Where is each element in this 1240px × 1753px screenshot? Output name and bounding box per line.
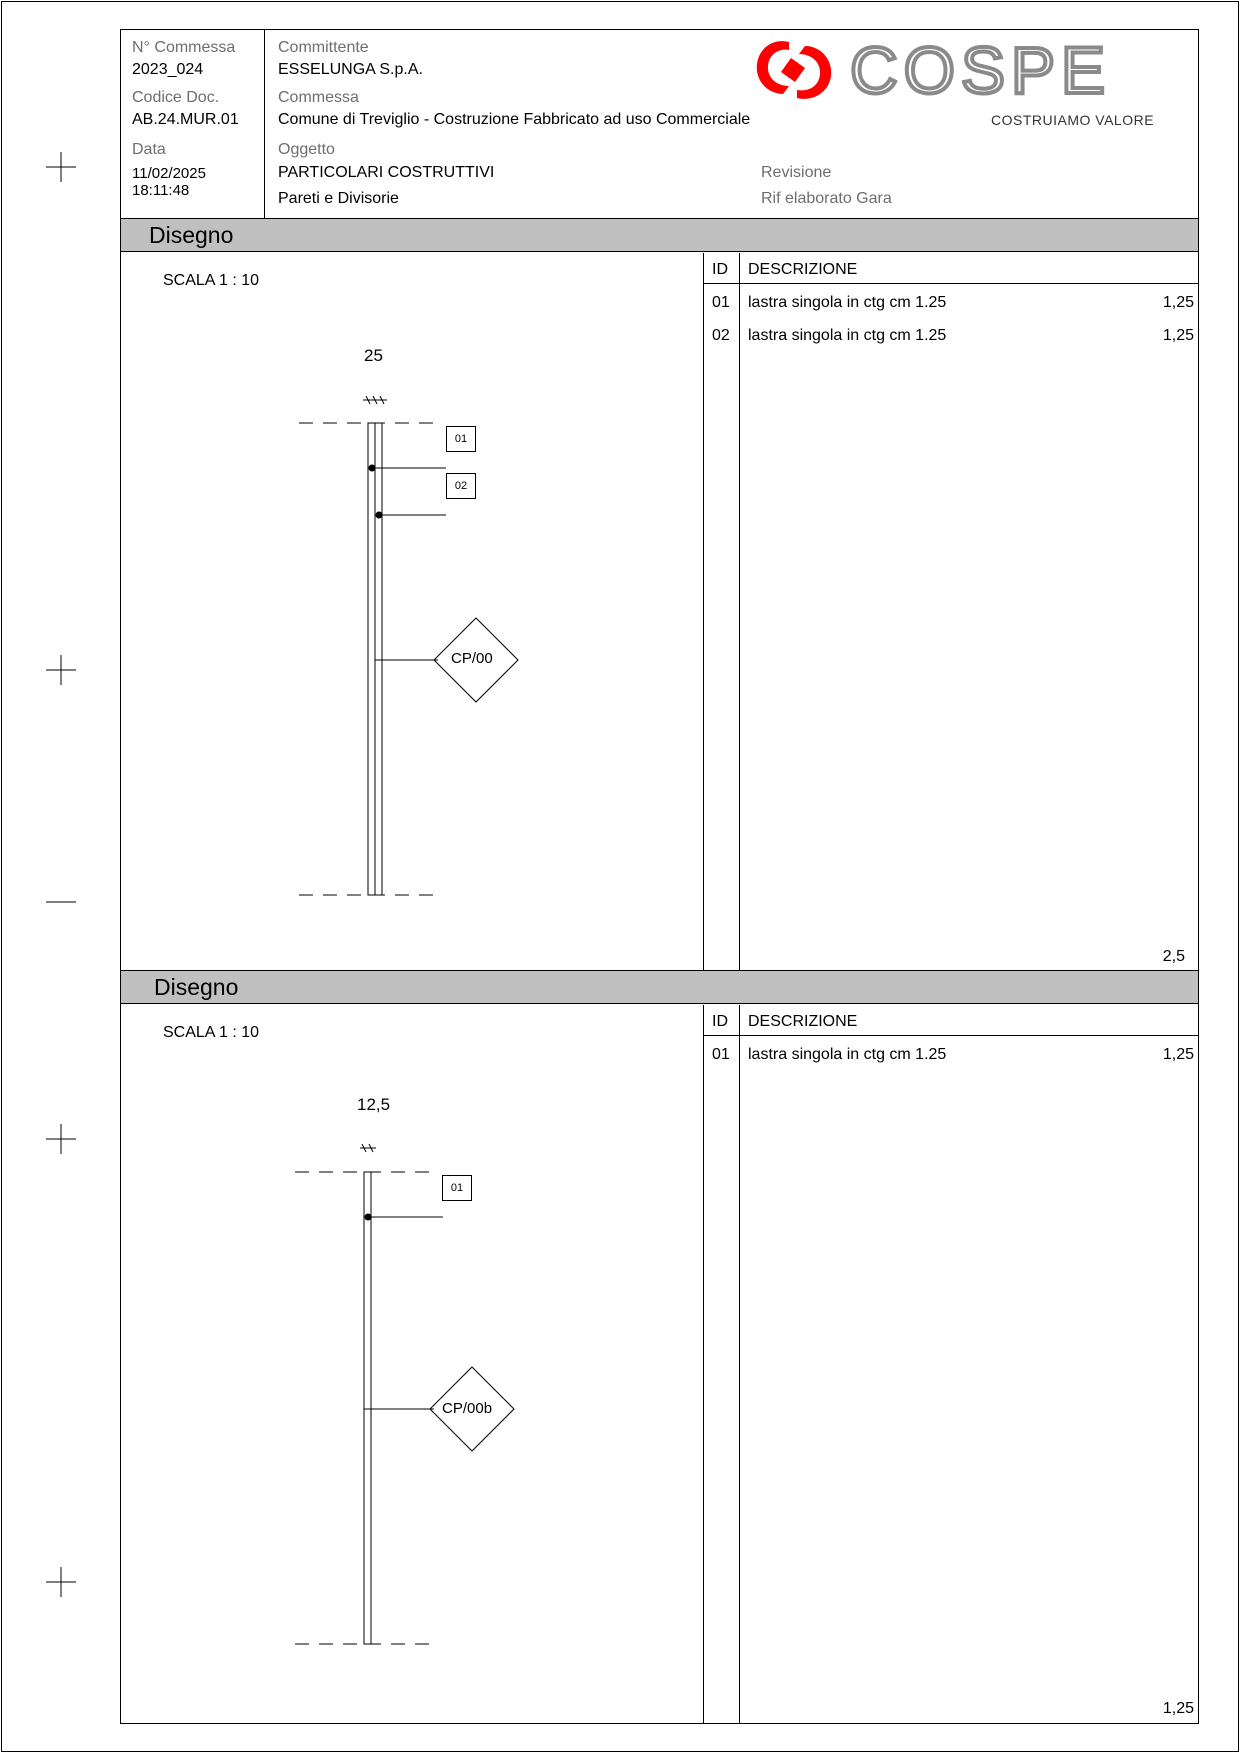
section-1-band xyxy=(121,218,1198,252)
drawing-frame xyxy=(120,29,1199,1724)
commessa-project-value: Comune di Treviglio - Costruzione Fabbricato ad uso Commerciale xyxy=(278,111,751,128)
section-2-table-id-border xyxy=(739,1005,740,1723)
section-2-tag-01: 01 xyxy=(442,1175,472,1201)
section-2-wall-drawing xyxy=(291,1080,711,1680)
row-value: 1,25 xyxy=(1162,294,1194,311)
section-2-code: CP/00b xyxy=(442,1400,493,1417)
oggetto-value-1: PARTICOLARI COSTRUTTIVI xyxy=(278,164,495,181)
section-1-dimension: 25 xyxy=(364,346,383,365)
data-date: 11/02/2025 xyxy=(132,165,206,182)
section-2-scale: SCALA 1 : 10 xyxy=(163,1024,260,1041)
cospe-logo-word: COSPE xyxy=(850,33,1112,107)
section-1-total: 2,5 xyxy=(1162,948,1185,965)
section-1-tag-02: 02 xyxy=(446,473,476,499)
section-1-id-header: ID xyxy=(712,261,728,278)
section-1-code: CP/00 xyxy=(451,650,493,667)
section-2-dimension: 12,5 xyxy=(357,1095,391,1114)
cospe-logo-mark-icon xyxy=(751,36,837,106)
section-2-total: 1,25 xyxy=(1162,1700,1194,1717)
section-1-table-header-line xyxy=(703,283,1198,284)
crop-marks xyxy=(40,140,80,1610)
row-description: lastra singola in ctg cm 1.25 xyxy=(748,294,947,311)
section-1-table-id-border xyxy=(739,253,740,1001)
title-block-divider xyxy=(264,30,265,218)
row-value: 1,25 xyxy=(1162,327,1194,344)
oggetto-label: Oggetto xyxy=(278,141,335,158)
row-id: 01 xyxy=(712,294,730,311)
data-time: 18:11:48 xyxy=(132,182,190,199)
commessa-project-label: Commessa xyxy=(278,89,359,106)
committente-label: Committente xyxy=(278,39,369,56)
section-2-table-header-line xyxy=(703,1035,1198,1036)
commessa-label: N° Commessa xyxy=(132,39,236,56)
row-id: 02 xyxy=(712,327,730,344)
section-1-tag-01: 01 xyxy=(446,426,476,452)
commessa-value: 2023_024 xyxy=(132,61,204,78)
row-description: lastra singola in ctg cm 1.25 xyxy=(748,327,947,344)
section-1-wall-drawing xyxy=(291,330,711,930)
section-1-desc-header: DESCRIZIONE xyxy=(748,261,858,278)
section-2-title: Disegno xyxy=(154,974,239,1000)
row-value: 1,25 xyxy=(1162,1046,1194,1063)
codice-doc-label: Codice Doc. xyxy=(132,89,220,106)
revisione-label: Revisione xyxy=(761,164,832,181)
codice-doc-value: AB.24.MUR.01 xyxy=(132,111,239,128)
oggetto-value-2: Pareti e Divisorie xyxy=(278,190,399,207)
section-2-id-header: ID xyxy=(712,1013,728,1030)
rif-elaborato-label: Rif elaborato Gara xyxy=(761,190,892,207)
section-1-scale: SCALA 1 : 10 xyxy=(163,272,260,289)
section-1-title: Disegno xyxy=(149,222,234,248)
committente-value: ESSELUNGA S.p.A. xyxy=(278,61,423,78)
cospe-logo-tagline: COSTRUIAMO VALORE xyxy=(991,112,1155,128)
data-label: Data xyxy=(132,141,166,158)
row-description: lastra singola in ctg cm 1.25 xyxy=(748,1046,947,1063)
row-id: 01 xyxy=(712,1046,730,1063)
section-2-desc-header: DESCRIZIONE xyxy=(748,1013,858,1030)
section-2-band xyxy=(121,970,1198,1004)
